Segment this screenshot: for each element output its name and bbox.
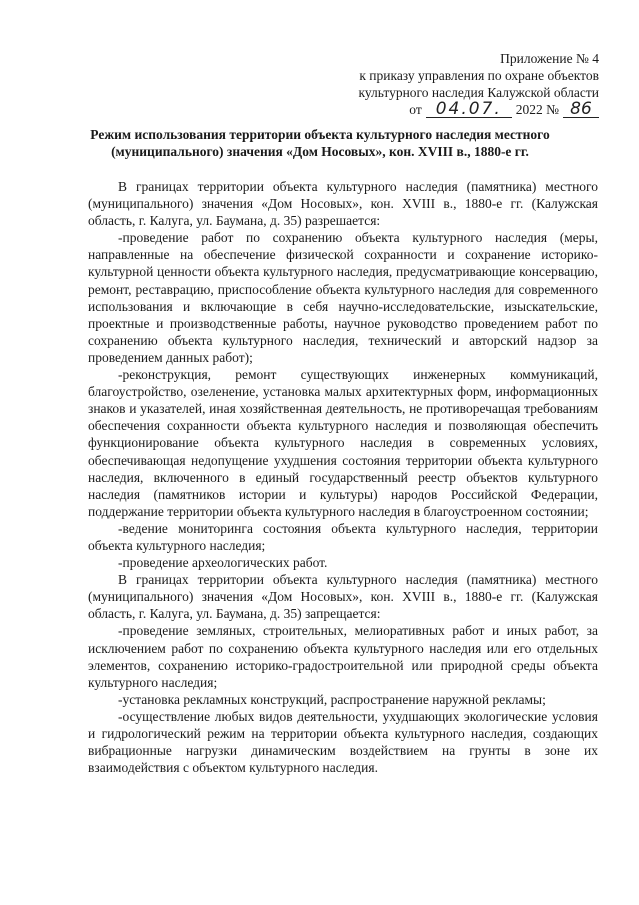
paragraph-reconstruction: -реконструкция, ремонт существующих инженерных коммуникаций, благоустройство, озеленение, установка малых архитектурных форм, информационных знаков и указателей, иная хозяйственная деятельность, не противоречащая требованиям обеспечения сохранности объекта культурного наследия и позволяющая обеспечить функционирование объекта культурного наследия в современных условиях, обеспечивающая недопущение ухудшения состояния территории объекта культурного наследия, включенного в единый государственный реестр объектов культурного наследия (памятников истории и культуры) народов Российской Федерации, поддержание территории объекта культурного наследия в благоустроенном состоянии; (88, 367, 598, 519)
paragraph-advertising-ban: -установка рекламных конструкций, распространение наружной рекламы; (118, 691, 546, 707)
appendix-header (279, 50, 599, 118)
paragraph-prohibited-intro: В границах территории объекта культурного наследия (памятника) местного (муниципального) значения «Дом Носовых», кон. XVIII в., 1880-е гг. (Калужская область, г. Калуга, ул. Баумана, д. 35) запрещается: (88, 572, 598, 622)
paragraph-permitted-intro: В границах территории объекта культурного наследия (памятника) местного (муниципального) значения «Дом Носовых», кон. XVIII в., 1880-е гг. (Калужская область, г. Калуга, ул. Баумана, д. 35) разрешается: (88, 179, 598, 229)
paragraph-ecology-ban: -осуществление любых видов деятельности, ухудшающих экологические условия и гидрологический режим на территории объекта культурного наследия, создающих вибрационные нагрузки динамическим воздействием на грунты в зоне их взаимодействия с объектом культурного наследия. (88, 708, 598, 776)
document-body (88, 178, 598, 776)
handwritten-date: 04.07. (426, 101, 512, 118)
paragraph-earthworks-ban: -проведение земляных, строительных, мелиоративных работ и иных работ, за исключением работ по сохранению объекта культурного наследия или его отдельных элементов, сохранению историко-градостроительной или природной среды объекта культурного наследия; (88, 623, 598, 690)
order-year: 2022 № (515, 102, 559, 117)
order-reference-line-1: к приказу управления по охране объектов (359, 68, 599, 83)
order-date-line (279, 101, 599, 118)
appendix-number: Приложение № 4 (500, 51, 599, 66)
order-reference-line-2: культурного наследия Калужской области (358, 85, 599, 100)
date-prefix: от (409, 102, 422, 117)
paragraph-archaeology: -проведение археологических работ. (118, 555, 328, 571)
handwritten-order-number: 86 (563, 101, 599, 118)
paragraph-monitoring: -ведение мониторинга состояния объекта культурного наследия, территории объекта культурного наследия; (88, 520, 598, 553)
document-title: Режим использования территории объекта культурного наследия местного (муниципального) значения «Дом Носовых», кон. XVIII в., 1880-е гг. (90, 127, 550, 159)
paragraph-preservation-works: -проведение работ по сохранению объекта культурного наследия (меры, направленные на обеспечение физической сохранности и сохранение историко-культурной ценности объекта культурного наследия, предусматривающие консервацию, ремонт, реставрацию, приспособление объекта культурного наследия для современного использования и включающие в себя научно-исследовательские, изыскательские, проектные и производственные работы, научное руководство проведением работ по сохранению объекта культурного наследия, технический и авторский надзор за проведением данных работ); (88, 230, 598, 365)
